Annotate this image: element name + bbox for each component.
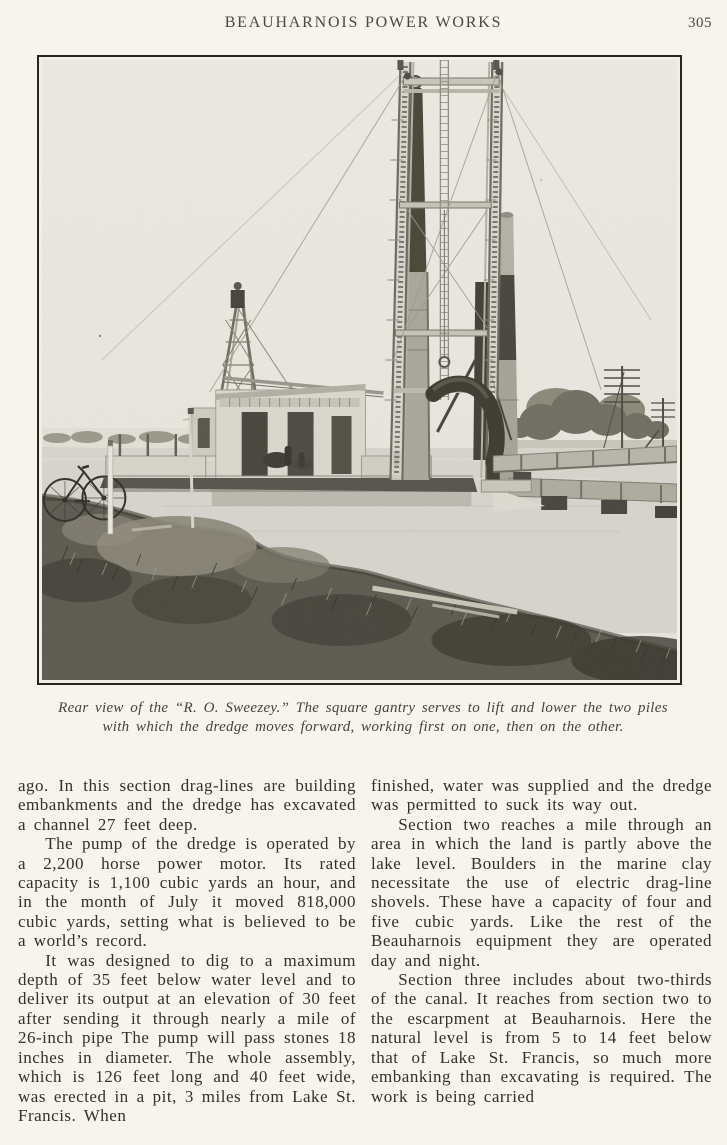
paragraph: It was designed to dig to a maximum depth of 35 feet below water level and to deliver its output at an elevation of 30 feet after sending it through nearly a mile of 26-inch pipe The pump will pass stones 18 inches in diameter. The whole assembly, which is 126 feet long and 40 feet wide, was erected in a pit, 3 miles from Lake St. Francis. When <box>18 950 356 1125</box>
photo-grain <box>42 60 677 680</box>
page-number: 305 <box>688 15 712 31</box>
left-column <box>18 776 356 1125</box>
running-header <box>0 14 727 38</box>
paragraph: finished, water was supplied and the dredge was permitted to suck its way out. <box>371 776 712 815</box>
running-header-title: BEAUHARNOIS POWER WORKS <box>224 14 503 31</box>
figure-caption: Rear view of the “R. O. Sweezey.” The square gantry serves to lift and lower the two piles with which the dredge moves forward, working first on one, then on the other. <box>58 700 668 735</box>
paragraph: The pump of the dredge is operated by a 2,200 horse power motor. Its rated capacity is 1,100 cubic yards an hour, and in the month of July it moved 818,000 cubic yards, setting what is believed to be a world’s record. <box>18 834 356 951</box>
right-column <box>371 776 712 1106</box>
paragraph: Section two reaches a mile through an area in which the land is partly above the lake level. Boulders in the marine clay necessitate the use of electric drag-line shovels. These have a capacity of four and five cubic yards. Like the rest of the Beauharnois equipment they are operated day and night. <box>371 814 712 970</box>
paragraph: Section three includes about two-thirds of the canal. It reaches from section two to the escarpment at Beauharnois. Here the natural level is from 5 to 14 feet below that of Lake St. Francis, so much more embanking than excavating is required. The work is being carried <box>371 970 712 1106</box>
paragraph: ago. In this section drag-lines are building embankments and the dredge has excavated a channel 27 feet deep. <box>18 776 356 834</box>
dredge-photo-illustration <box>42 60 677 680</box>
figure-photo <box>37 55 682 685</box>
